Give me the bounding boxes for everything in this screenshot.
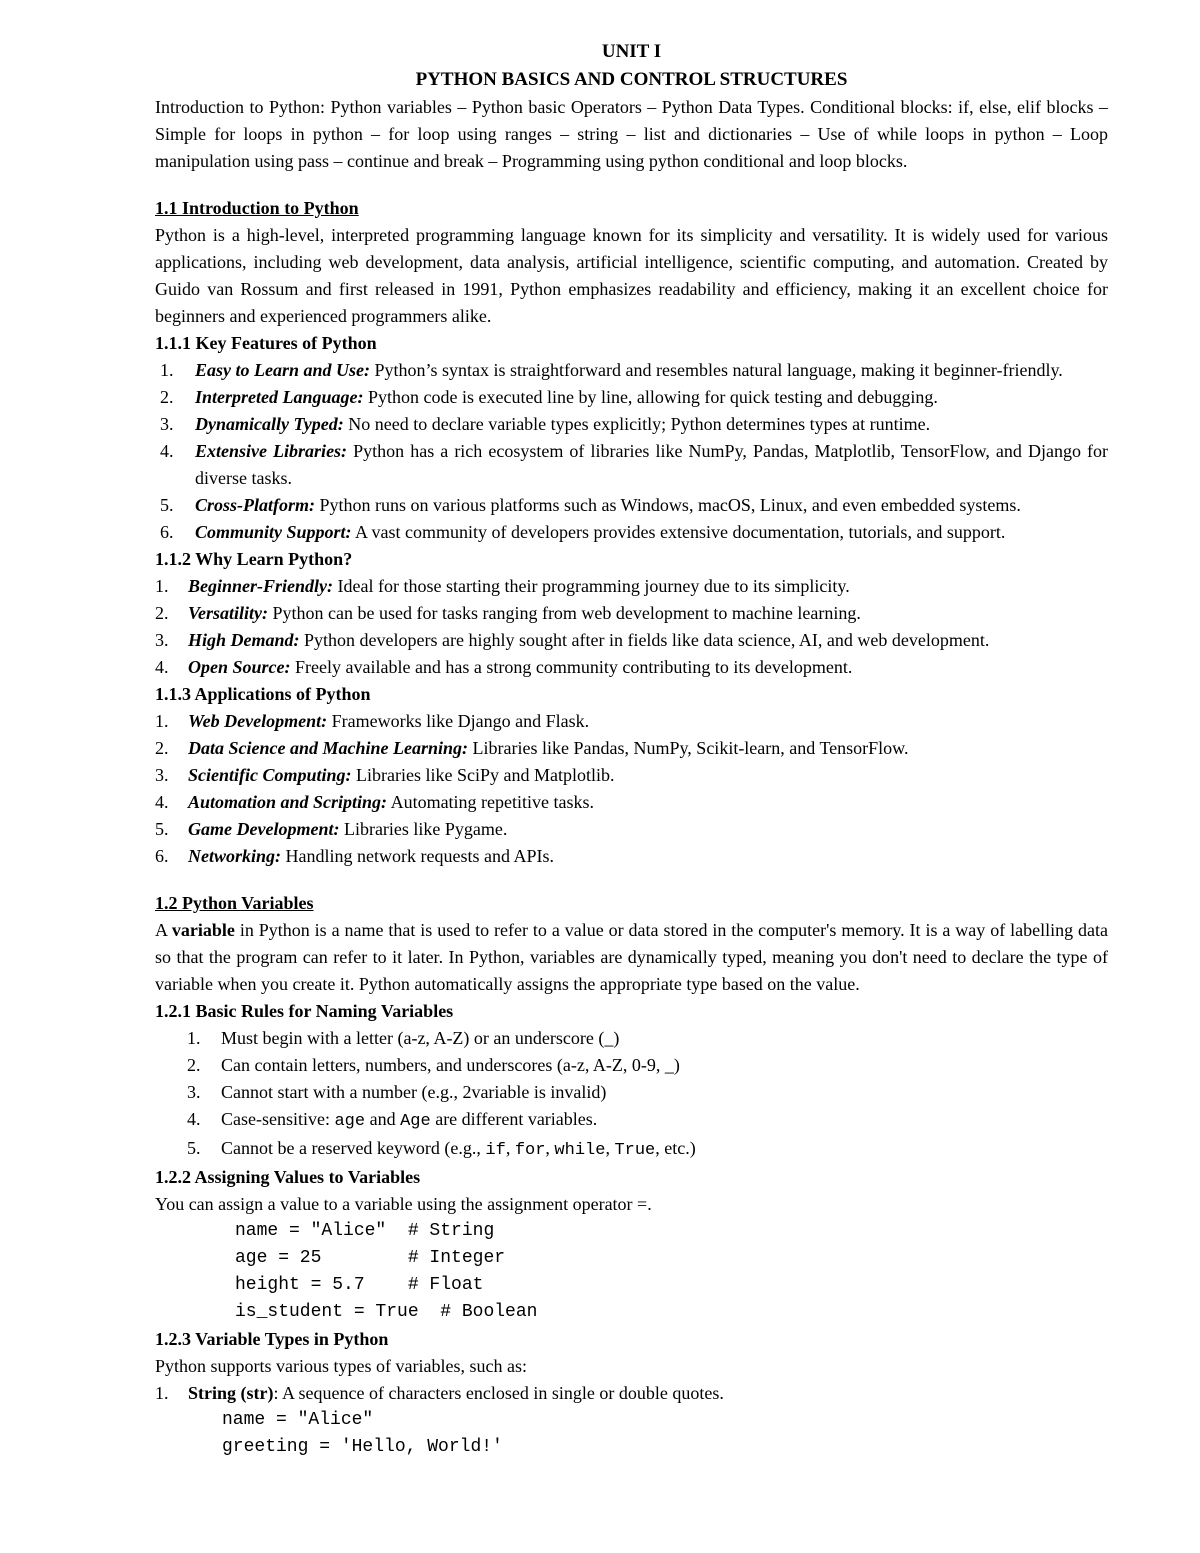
types-list (155, 1380, 1108, 1407)
list-item: 2. Interpreted Language: Python code is executed line by line, allowing for quick testing and debugging. (160, 387, 938, 407)
subheading-1-1-2: 1.1.2 Why Learn Python? (155, 549, 353, 569)
list-item: 3. Cannot start with a number (e.g., 2variable is invalid) (187, 1082, 607, 1102)
subheading-1-1-3: 1.1.3 Applications of Python (155, 684, 371, 704)
list-item: 4. Extensive Libraries: Python has a rich ecosystem of libraries like NumPy, Pandas, Matplotlib, TensorFlow, and Django for diverse tasks. (160, 441, 1108, 488)
list-item: 1. String (str): A sequence of characters enclosed in single or double quotes. (155, 1383, 724, 1403)
code-line: height = 5.7 # Float (235, 1275, 484, 1295)
list-item: 2. Can contain letters, numbers, and underscores (a-z, A-Z, 0-9, _) (187, 1055, 680, 1075)
spacer (155, 870, 1108, 890)
applications-list (155, 708, 1108, 870)
syllabus-paragraph: Introduction to Python: Python variables – Python basic Operators – Python Data Types. Conditional blocks: if, else, elif blocks – Simple for loops in python – for loop using ranges – string – list and dictionaries – Use of while loops in python – Loop manipulation using pass – continue and break – Programming using python conditional and loop blocks. (155, 97, 1108, 171)
code-line: age = 25 # Integer (235, 1248, 506, 1268)
list-item: 5. Game Development: Libraries like Pygame. (155, 819, 508, 839)
list-item: 1. Web Development: Frameworks like Django and Flask. (155, 711, 590, 731)
types-paragraph: Python supports various types of variables, such as: (155, 1356, 527, 1376)
list-item: 1. Must begin with a letter (a-z, A-Z) or an underscore (_) (187, 1028, 620, 1048)
spacer (155, 175, 1108, 195)
list-item: 2. Versatility: Python can be used for tasks ranging from web development to machine learning. (155, 603, 861, 623)
list-item: 4. Open Source: Freely available and has a strong community contributing to its development. (155, 657, 853, 677)
subheading-1-2-2: 1.2.2 Assigning Values to Variables (155, 1167, 421, 1187)
list-item: 4. Case-sensitive: age and Age are different variables. (187, 1109, 598, 1131)
list-item: 5. Cannot be a reserved keyword (e.g., if, for, while, True, etc.) (187, 1138, 696, 1160)
variables-paragraph: A variable in Python is a name that is used to refer to a value or data stored in the computer's memory. It is a way of labelling data so that the program can refer to it later. In Python, variables are dynamically typed, meaning you don't need to declare the type of variable when you create it. Python automatically assigns the appropriate type based on the value. (155, 920, 1108, 994)
subheading-1-2-1: 1.2.1 Basic Rules for Naming Variables (155, 1001, 454, 1021)
assign-paragraph: You can assign a value to a variable using the assignment operator =. (155, 1194, 652, 1214)
code-line: is_student = True # Boolean (235, 1302, 538, 1322)
list-item: 5. Cross-Platform: Python runs on various platforms such as Windows, macOS, Linux, and even embedded systems. (160, 495, 1021, 515)
unit-title: PYTHON BASICS AND CONTROL STRUCTURES (415, 69, 848, 90)
naming-rules-list (155, 1025, 1108, 1164)
list-item: 6. Community Support: A vast community of developers provides extensive documentation, tutorials, and support. (160, 522, 1006, 542)
list-item: 4. Automation and Scripting: Automating repetitive tasks. (155, 792, 595, 812)
list-item: 1. Easy to Learn and Use: Python’s syntax is straightforward and resembles natural language, making it beginner-friendly. (160, 360, 1063, 380)
section-heading-1-1: 1.1 Introduction to Python (155, 198, 359, 218)
code-line: greeting = 'Hello, World!' (222, 1437, 503, 1457)
list-item: 6. Networking: Handling network requests and APIs. (155, 846, 554, 866)
code-block-types (155, 1407, 1108, 1461)
list-item: 3. Dynamically Typed: No need to declare variable types explicitly; Python determines types at runtime. (160, 414, 931, 434)
section-heading-1-2: 1.2 Python Variables (155, 893, 314, 913)
features-list (155, 357, 1108, 546)
code-line: name = "Alice" # String (235, 1221, 495, 1241)
subheading-1-2-3: 1.2.3 Variable Types in Python (155, 1329, 389, 1349)
list-item: 3. High Demand: Python developers are highly sought after in fields like data science, AI, and web development. (155, 630, 990, 650)
unit-label: UNIT I (601, 41, 662, 62)
document-page (155, 38, 1108, 1461)
list-item: 2. Data Science and Machine Learning: Libraries like Pandas, NumPy, Scikit-learn, and TensorFlow. (155, 738, 909, 758)
code-line: name = "Alice" (222, 1410, 374, 1430)
code-block-assign (155, 1218, 1108, 1326)
intro-paragraph: Python is a high-level, interpreted programming language known for its simplicity and versatility. It is widely used for various applications, including web development, data analysis, artificial intelligence, scientific computing, and automation. Created by Guido van Rossum and first released in 1991, Python emphasizes readability and efficiency, making it an excellent choice for beginners and experienced programmers alike. (155, 225, 1108, 326)
list-item: 3. Scientific Computing: Libraries like SciPy and Matplotlib. (155, 765, 615, 785)
list-item: 1. Beginner-Friendly: Ideal for those starting their programming journey due to its simplicity. (155, 576, 850, 596)
why-list (155, 573, 1108, 681)
subheading-1-1-1: 1.1.1 Key Features of Python (155, 333, 377, 353)
